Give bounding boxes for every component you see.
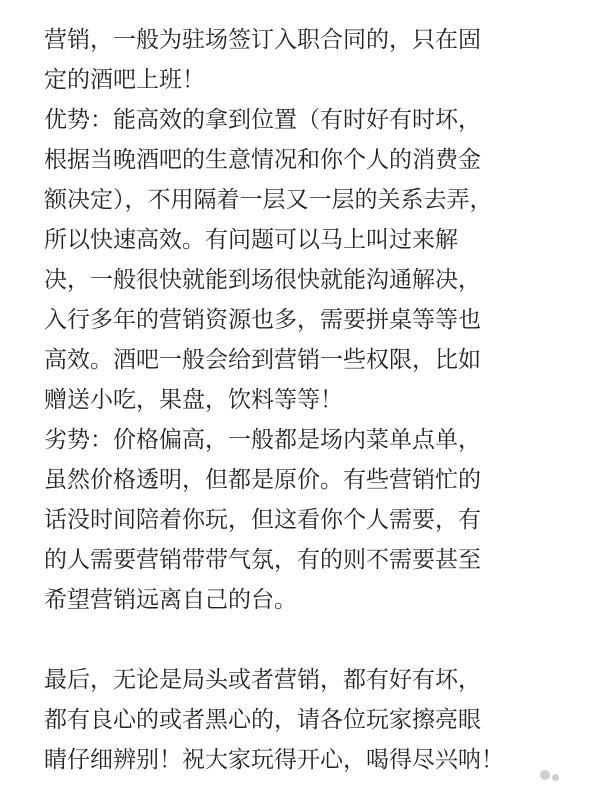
- intro-paragraph: [44, 20, 589, 100]
- text-line: 赠送小吃，果盘，饮料等等！: [44, 387, 343, 413]
- advantages-paragraph: [44, 100, 589, 420]
- text-line: 根据当晚酒吧的生意情况和你个人的消费金: [44, 147, 481, 173]
- text-line: 优势：能高效的拿到位置（有时好有时坏，: [44, 107, 481, 133]
- text-line: 都有良心的或者黑心的，请各位玩家擦亮眼: [44, 707, 481, 733]
- text-line: 高效。酒吧一般会给到营销一些权限，比如: [44, 347, 481, 373]
- text-line: 营销，一般为驻场签订入职合同的，只在固: [44, 27, 481, 53]
- watermark-dot-icon: [552, 774, 559, 781]
- disadvantages-paragraph: [44, 420, 589, 620]
- text-line: 的人需要营销带带气氛，有的则不需要甚至: [44, 547, 481, 573]
- text-line: 入行多年的营销资源也多，需要拼桌等等也: [44, 307, 481, 333]
- text-line: 睛仔细辨别！祝大家玩得开心，喝得尽兴呐！: [44, 747, 504, 773]
- text-line: 最后，无论是局头或者营销，都有好有坏，: [44, 667, 481, 693]
- text-line: 额决定），不用隔着一层又一层的关系去弄，: [44, 187, 493, 213]
- text-line: 所以快速高效。有问题可以马上叫过来解: [44, 227, 458, 253]
- text-line: 劣势：价格偏高，一般都是场内菜单点单，: [44, 427, 481, 453]
- text-line: 决，一般很快就能到场很快就能沟通解决，: [44, 267, 481, 293]
- text-line: 定的酒吧上班！: [44, 67, 205, 93]
- text-line: 希望营销远离自己的台。: [44, 587, 297, 613]
- text-line: 虽然价格透明，但都是原价。有些营销忙的: [44, 467, 481, 493]
- conclusion-paragraph: [44, 660, 589, 780]
- article-text: [44, 20, 589, 780]
- text-line: 话没时间陪着你玩，但这看你个人需要，有: [44, 507, 481, 533]
- paragraph-spacer: [44, 620, 589, 660]
- watermark-dot-icon: [540, 770, 550, 780]
